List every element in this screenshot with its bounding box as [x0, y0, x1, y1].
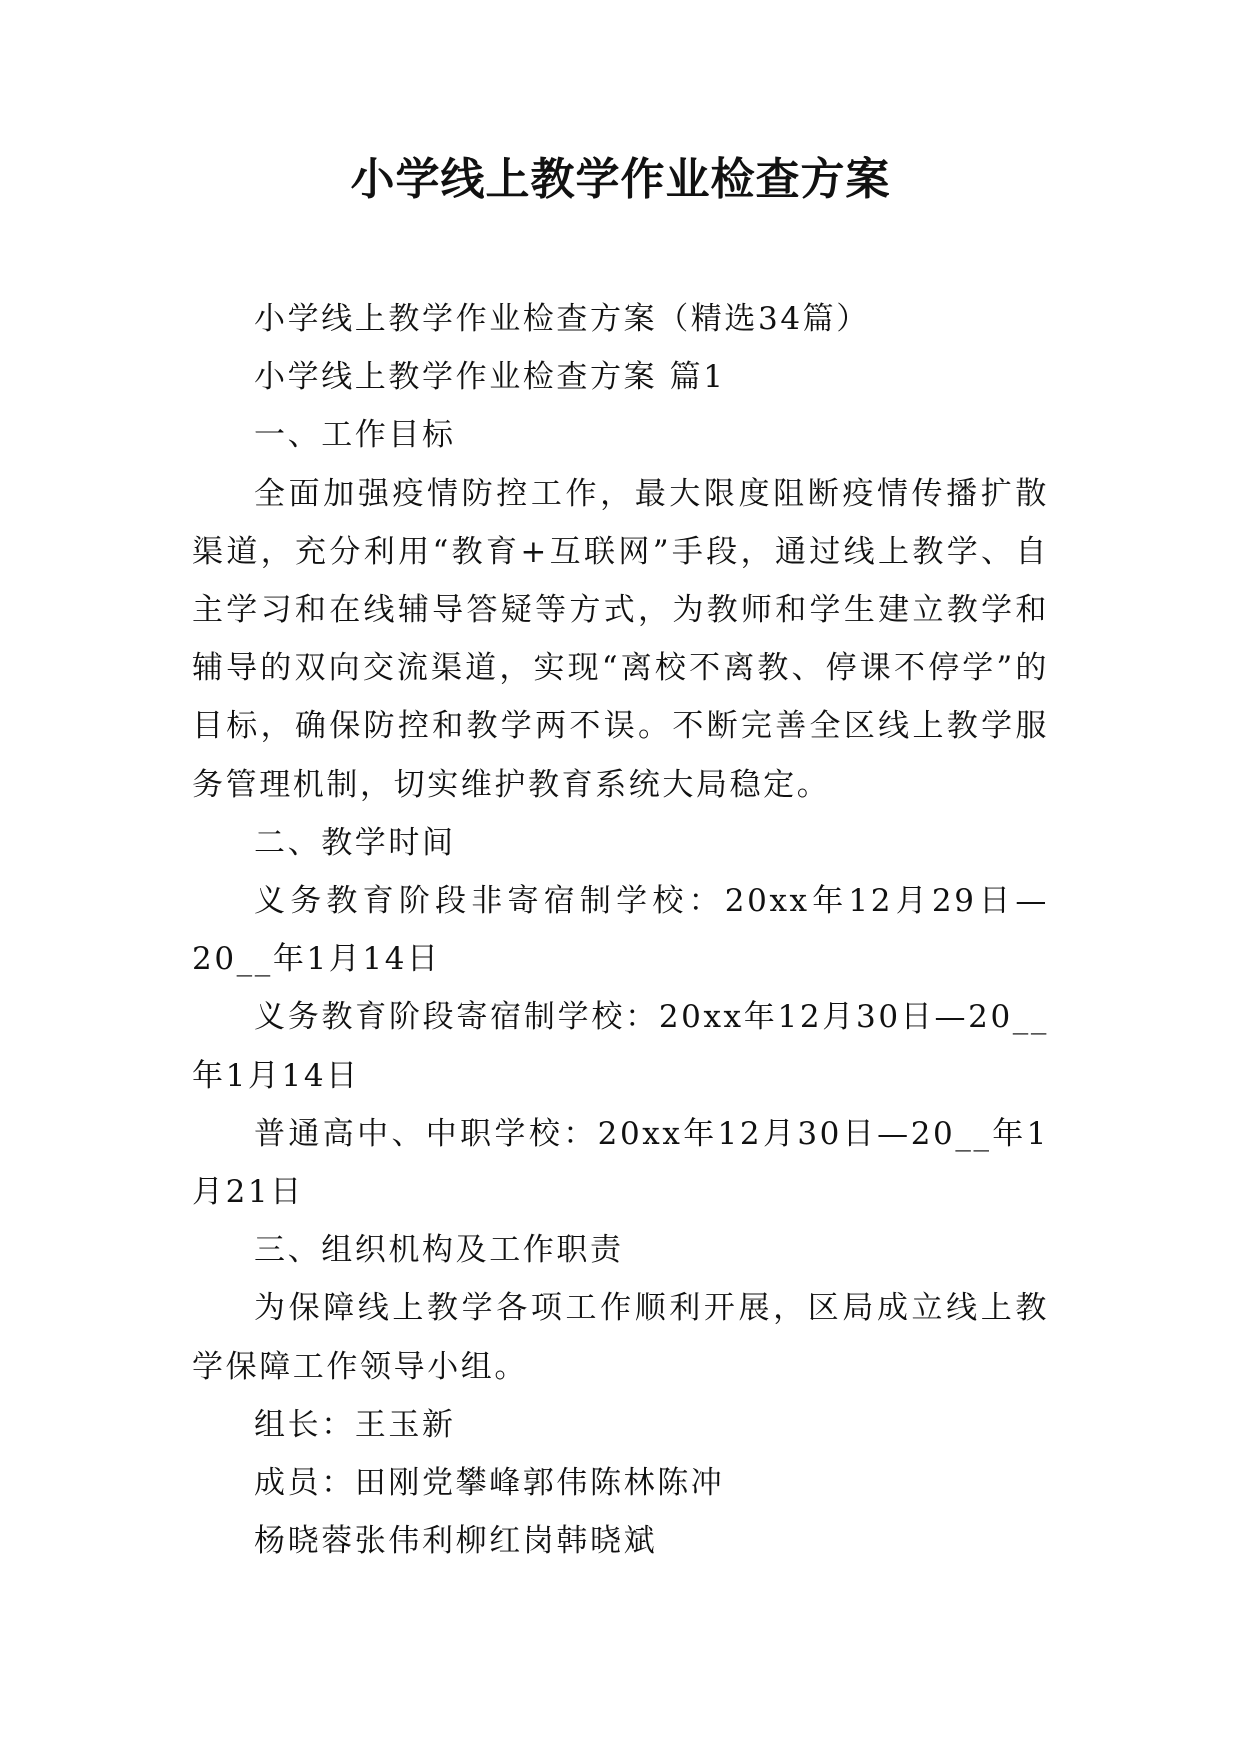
document-body [192, 290, 1049, 1570]
paragraph-section-label: 小学线上教学作业检查方案 篇1 [254, 359, 726, 396]
heading-work-goals: 一、工作目标 [254, 417, 456, 454]
paragraph-organization: 为保障线上教学各项工作顺利开展，区局成立线上教学保障工作领导小组。 [192, 1290, 1049, 1385]
paragraph-highschool-schedule: 普通高中、中职学校：20xx年12月30日—20__年1月21日 [192, 1115, 1049, 1211]
document-title: 小学线上教学作业检查方案 [350, 154, 891, 205]
paragraph-group-leader: 组长：王玉新 [254, 1406, 456, 1443]
paragraph-members: 成员：田刚党攀峰郭伟陈林陈冲 [254, 1465, 725, 1502]
heading-organization: 三、组织机构及工作职责 [254, 1232, 624, 1269]
paragraph-nonboarding-schedule: 义务教育阶段非寄宿制学校：20xx年12月29日—20__年1月14日 [192, 883, 1049, 978]
paragraph-members-continued: 杨晓蓉张伟利柳红岗韩晓斌 [254, 1523, 658, 1560]
paragraph-work-goals: 全面加强疫情防控工作，最大限度阻断疫情传播扩散渠道，充分利用“教育+互联网”手段，通过线上教学、自主学习和在线辅导答疑等方式，为教师和学生建立教学和辅导的双向交流渠道，实现“离校不离教、停课不停学”的目标，确保防控和教学两不误。不断完善全区线上教学服务管理机制，切实维护教育系统大局稳定。 [192, 475, 1049, 803]
heading-teaching-time: 二、教学时间 [254, 824, 456, 861]
paragraph-boarding-schedule: 义务教育阶段寄宿制学校：20xx年12月30日—20__年1月14日 [192, 999, 1049, 1094]
paragraph-subtitle: 小学线上教学作业检查方案（精选34篇） [254, 301, 870, 337]
